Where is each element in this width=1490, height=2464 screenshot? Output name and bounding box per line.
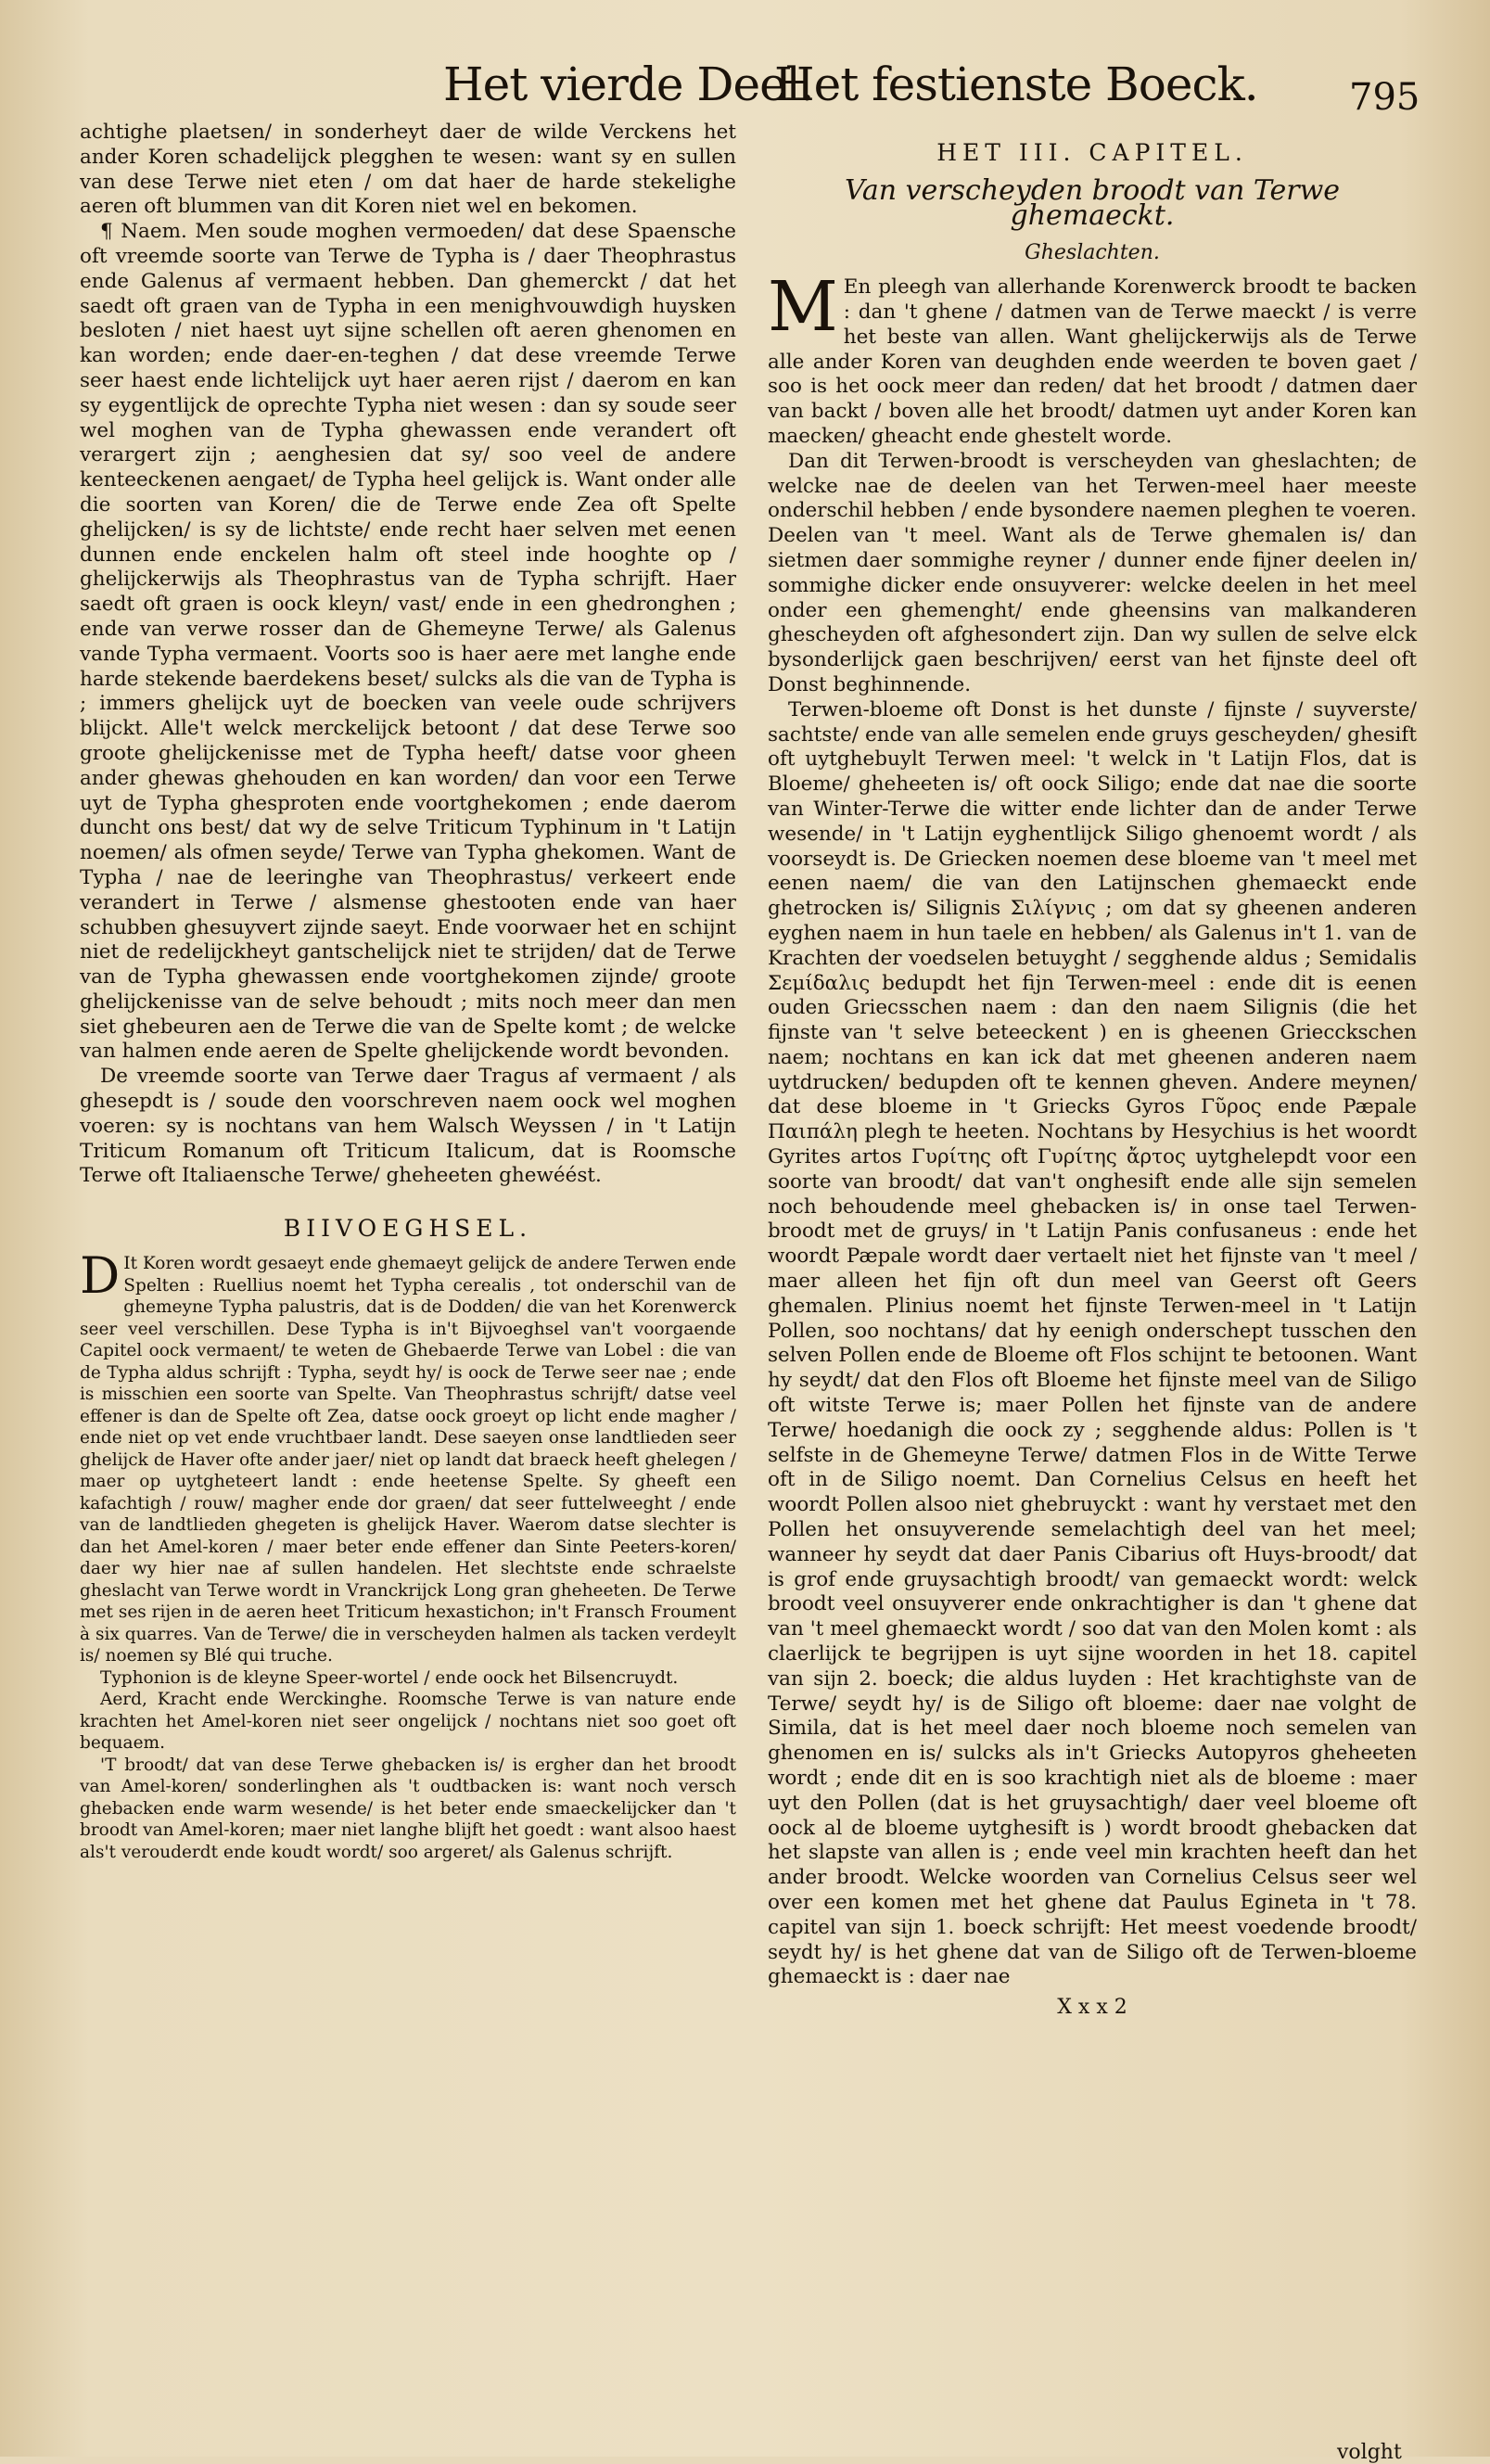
signature-mark: X x x 2 [1057,1996,1127,2020]
right-text-1: En pleegh van allerhande Korenwerck broodt te backen : dan 't ghene / datmen van de Terwe maeckt / is verre het beste van allen. Want ghelijckerwijs als de Terwe alle ander Koren van deughden ende weerden te boven gaet / soo is het oock meer dan reden/ dat het broodt / datmen daer van backt / boven alle het broodt/ datmen uyt ander Koren kan maecken/ gheacht ende ghestelt worde. [768,275,1417,448]
section-heading: Gheslachten. [1025,241,1160,265]
header-part-title: Het vierde Deel. [443,57,814,111]
header-book-title: Het festienste Boeck. [774,57,1258,111]
drop-cap: D [80,1246,121,1306]
bijvoeghsel-heading: BIIVOEGHSEL. [283,1215,533,1243]
left-paragraph-3: De vreemde soorte van Terwe daer Tragus af vermaent / als ghesepdt is / soude den voorschreven naem oock wel moghen voeren: sy is nochtans van hem Walsch Weyssen / in 't Latijn Triticum Romanum oft Triticum Italicum, dat is Roomsche Terwe oft Italiaensche Terwe/ gheheeten ghewéést. [80,1065,736,1188]
catchword: volght [1337,2441,1402,2464]
left-paragraph-1: achtighe plaetsen/ in sonderheyt daer de wilde Verckens het ander Koren schadelijck plegghen te wesen: want sy en sullen van dese Terwe niet eten / om dat haer de harde stekelighe aeren oft blummen van dit Koren niet wel en bekomen. [80,121,736,219]
bijvoeghsel-paragraph-2: Typhonion is de kleyne Speer-wortel / ende oock het Bilsencruydt. [100,1667,679,1688]
bijvoeghsel-paragraph-3: Aerd, Kracht ende Werckinghe. Roomsche Terwe is van nature ende krachten het Amel-koren niet seer ongelijck / nochtans niet soo goet oft bequaem. [80,1690,736,1754]
running-header [0,48,1490,122]
bijvoeghsel-paragraph-4: 'T broodt/ dat van dese Terwe ghebacken is/ is ergher dan het broodt van Amel-koren/ sonderlinghen als 't oudtbacken is: want noch versch ghebacken ende warm wesende/ is het beter ende smaeckelijcker dan 't broodt van Amel-koren; maer niet langhe blijft het goedt : want alsoo haest als't verouderdt ende koudt wordt/ soo argeret/ als Galenus schrijft. [80,1755,736,1862]
drop-cap: M [768,267,838,348]
page-number: 795 [1349,76,1420,119]
right-paragraph-4: Terwen-bloeme oft Donst is het dunste / fijnste / suyverste/ sachtste/ ende van alle semelen ende gruys gescheyden/ ghesift oft uytghebuylt Terwen meel: 't welck in 't Latijn Flos, dat is Bloeme/ gheheeten is/ oft oock Siligo; ende dat nae die soorte van Winter-Terwe die witter ende lichter dan de ander Terwe wesende/ in 't Latijn eyghentlijck Siligo ghenoemt wordt / als voorseydt is. De Griecken noemen dese bloeme van 't meel met eenen naem/ die van den Latijnschen ghemaeckt ende ghetrocken is/ Silignis Σιλίγνις ; om dat sy gheenen anderen eyghen naem in hun taele en hebben/ als Galenus in't 1. van de Krachten der voedselen betuyght / segghende aldus ; Semidalis Σεμίδαλις bedupdt het fijn Terwen-meel : ende dit is eenen ouden Griecsschen naem : dan den naem Silignis (die het fijnste van 't selve beteeckent ) en is gheenen Griecckschen naem; nochtans en kan ick dat met gheenen anderen naem uytdrucken/ bedupden oft te kennen gheven. Andere meynen/ dat dese bloeme in 't Griecks Gyros Γῦρος ende Pæpale Παιπάλη plegh te heeten. Nochtans by Hesychius is het woordt Gyrites artos Γυρίτης oft Γυρίτης ἄρτος uytghelepdt voor een soorte van broodt/ dat van't onghesift ende alle sijn semelen noch behoudende meel ghebacken is/ in onse tael Terwen-broodt met de gruys/ in 't Latijn Panis confusaneus : ende het woordt Pæpale wordt daer vertaelt niet het fijnste van 't meel / maer alleen het fijn oft dun meel van Geerst oft Geers ghemalen. Plinius noemt het fijnste Terwen-meel in 't Latijn Pollen, soo nochtans/ dat hy eenigh onderschept tusschen den selven Pollen ende de Bloeme oft Flos schijnt te betoonen. Want hy seydt/ dat den Flos oft Bloeme het fijnste meel van de Siligo oft witste Terwe is; maer Pollen het fijnste van de andere Terwe/ hoedanigh die oock zy ; segghende aldus: Pollen is 't selfste in de Ghemeyne Terwe/ datmen Flos in de Witte Terwe oft in de Siligo noemt. Dan Cornelius Celsus en heeft het woordt Pollen alsoo niet ghebruyckt : want hy verstaet met den Pollen het onsuyverende semelachtigh deel van het meel; wanneer hy seydt dat daer Panis Cibarius oft Huys-broodt/ dat is grof ende gruysachtigh broodt/ van gemaeckt wordt: welck broodt veel onsuyverer ende onkrachtigher is dan 't ghene dat van 't meel ghemaeckt wordt / soo dat van den Molen komt : als claerlijck te begrijpen is uyt sijne woorden in het 18. capitel van sijn 2. boeck; die aldus luyden : Het krachtighste van de Terwe/ seydt hy/ is de Siligo oft bloeme: daer nae volght de Simila, dat is het meel daer noch bloeme noch semelen van ghenomen en is/ sulcks als in't Griecks Autopyros gheheeten wordt ; ende dit en is soo krachtigh niet als de bloeme : maer uyt den Pollen (dat is het gruysachtigh/ daer veel bloeme oft oock al de bloeme uytghesift is ) wordt broodt ghebacken dat het slapste van allen is ; ende veel min krachten heeft dan het ander broodt. Welcke woorden van Cornelius Celsus seer wel over een komen met het ghene dat Paulus Egineta in 't 78. capitel van sijn 1. boeck schrijft: Het meest voedende broodt/ seydt hy/ is het ghene dat van de Siligo oft de Terwen-bloeme ghemaeckt is : daer nae [768,697,1417,1989]
left-paragraph-naem: ¶ Naem. Men soude moghen vermoeden/ dat dese Spaensche oft vreemde soorte van Terwe de Typha is / daer Theophrastus ende Galenus af vermaent hebben. Dan ghemerckt / dat het saedt oft graen van de Typha in een menighvouwdigh huysken besloten / niet haest uyt sijne schellen oft aeren ghenomen en kan worden; ende daer-en-teghen / dat dese vreemde Terwe seer haest ende lichtelijck uyt haer aeren rijst / daerom en kan sy eygentlijck de oprechte Typha niet wesen : dan sy soude seer wel moghen van de Typha ghewassen ende verandert oft verargert zijn ; aenghesien dat sy/ soo veel de andere kenteeckenen aengaet/ de Typha heel gelijck is. Want onder alle die soorten van Koren/ die de Terwe ende Zea oft Spelte ghelijcken/ is sy de lichtste/ ende recht haer selven met eenen dunnen ende enckelen halm oft steel inde hooghte op / ghelijckerwijs als Theophrastus van de Typha schrijft. Haer saedt oft graen is oock kleyn/ vast/ ende in een ghedronghen ; ende van verwe rosser dan de Ghemeyne Terwe/ als Galenus vande Typha vermaent. Voorts soo is haer aere met langhe ende harde stekende baerdekens beset/ sulcks als die van de Typha is ; immers ghelijck uyt de boecken van veele oude schrijvers blijckt. Alle't welck merckelijck betoont / dat dese Terwe soo groote ghelijckenisse met de Typha heeft/ datse voor gheen ander ghewas ghehouden en kan worden/ dan voor een Terwe uyt de Typha ghesproten ende voortghekomen ; ende daerom duncht ons best/ dat wy de selve Triticum Typhinum in 't Latijn noemen/ als ofmen seyde/ Terwe van Typha ghekomen. Want de Typha / nae de leeringhe van Theophrastus/ verkeert ende verandert in Terwe / alsmense ghestooten ende van haer schubben ghesuyvert zijnde saeyt. Ende voorwaer het en schijnt niet de redelijckheyt gantschelijck niet te strijden/ dat de Terwe van de Typha ghewassen ende voortghekomen zijnde/ groote ghelijckenisse van de selve behoudt ; mits noch meer dan men siet ghebeuren aen de Terwe die van de Spelte komt ; de welcke van halmen ende aeren de Spelte ghelijckende wordt bevonden. [80,220,736,1064]
chapter-heading: HET III. CAPITEL. [936,139,1248,166]
right-paragraph-2: Dan dit Terwen-broodt is verscheyden van gheslachten; de welcke nae de deelen van het Terwen-meel haer meeste onderschil hebben / ende bysondere naemen pleghen te voeren. [768,449,1417,523]
bijvoeghsel-paragraph-1 [80,1246,736,1667]
chapter-title: Van verscheyden broodt van Terwe ghemaeckt. [844,173,1341,232]
bijvoeghsel-text-1: It Koren wordt gesaeyt ende ghemaeyt gelijck de andere Terwen ende Spelten : Ruellius noemt het Typha cerealis , tot onderschil van de ghemeyne Typha palustris, dat is de Dodden/ die van het Korenwerck seer veel verschillen. Dese Typha is in't Bijvoeghsel van't voorgaende Capitel oock vermaent/ te weten de Ghebaerde Terwe van Lobel : die van de Typha aldus schrijft : Typha, seydt hy/ is oock de Terwe seer nae ; ende is misschien een soorte van Spelte. Van Theophrastus schrijft/ datse veel effener is dan de Spelte oft Zea, datse oock groeyt op licht ende magher / ende niet op vet ende vruchtbaer landt. Dese saeyen onse landtlieden seer ghelijck de Haver ofte ander jaer/ niet op landt dat braeck heeft ghelegen / maer op uytgheteert landt : ende heetense Spelte. Sy gheeft een kafachtigh / rouw/ magher ende dor graen/ dat seer futtelweeght / ende van de landtlieden ghegeten is ghelijck Haver. Waerom datse slechter is dan het Amel-koren / maer beter ende effener dan Sinte Peeters-koren/ daer wy hier nae af sullen handelen. Het slechtste ende schraelste gheslacht van Terwe wordt in Vranckrijck Long gran gheheeten. De Terwe met ses rijen in de aeren heet Triticum hexastichon; in't Fransch Froument à six quarres. Van de Terwe/ die in verscheyden halmen als tacken verdeylt is/ noemen sy Blé qui truche. [80,1254,736,1666]
left-column [80,121,736,1863]
right-paragraph-1 [768,267,1417,450]
right-paragraph-3: Deelen van 't meel. Want als de Terwe ghemalen is/ dan sietmen daer sommighe reyner / dunner ende fijner deelen in/ sommighe dicker ende onsuyverer: welcke deelen in het meel onder een ghemenght/ ende gheensins van malkanderen ghescheyden oft afghesondert zijn. Dan wy sullen de selve elck bysonderlijck gaen beschrijven/ eerst van het fijnste deel oft Donst beghinnende. [768,524,1417,696]
right-column [768,121,1417,2021]
